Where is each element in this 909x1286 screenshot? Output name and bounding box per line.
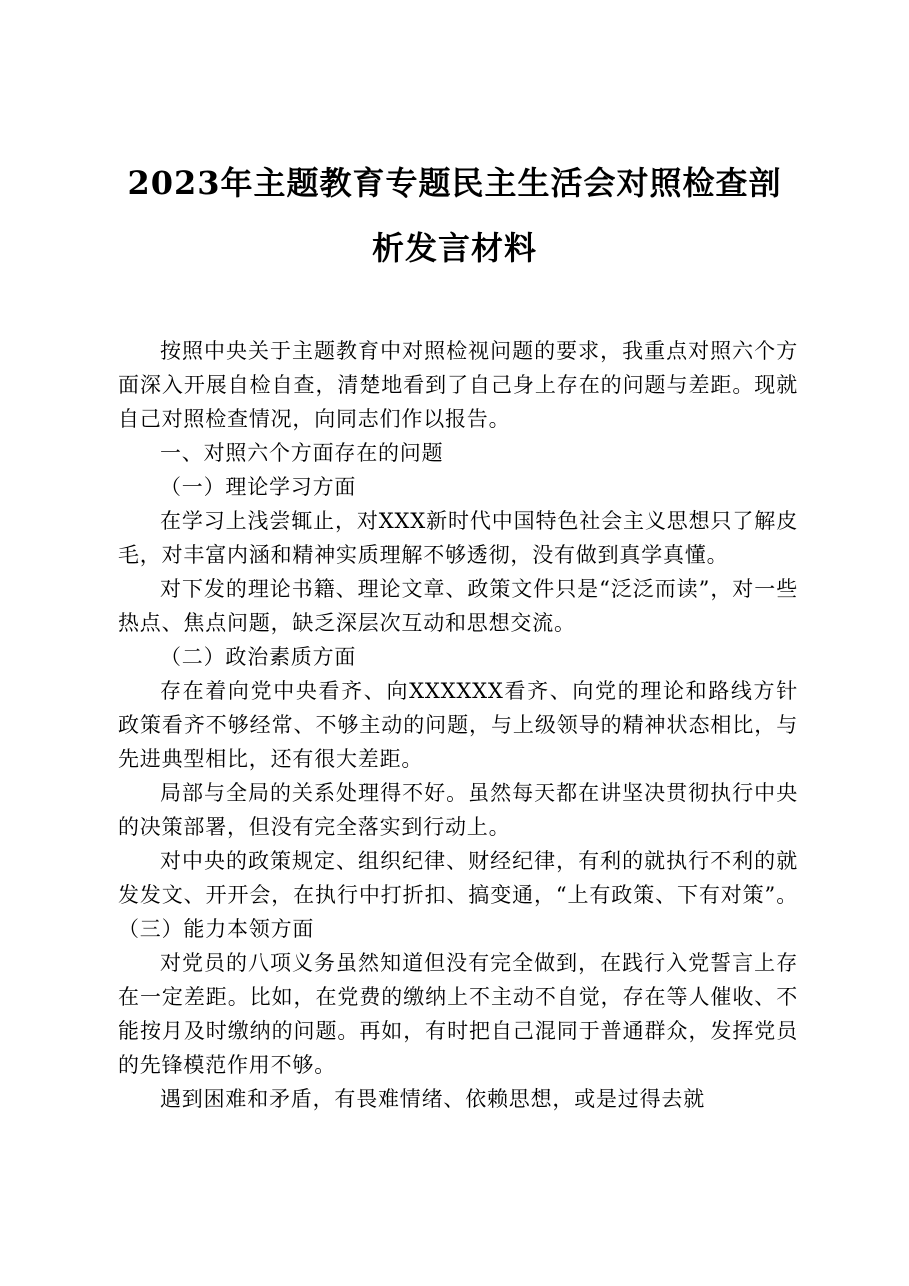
paragraph-ability-1: 对党员的八项义务虽然知道但没有完全做到，在践行入党誓言上存在一定差距。比如，在党费的缴纳上不主动不自觉，存在等人催收、不能按月及时缴纳的问题。再如，有时把自己混同于普通群众，发挥党员的先锋模范作用不够。 [118, 951, 798, 1077]
paragraph-ability-2: 遇到困难和矛盾，有畏难情绪、依赖思想，或是过得去就 [160, 1087, 705, 1111]
paragraph-theory-1: 在学习上浅尝辄止，对XXX新时代中国特色社会主义思想只了解皮毛，对丰富内涵和精神实质理解不够透彻，没有做到真学真懂。 [118, 509, 798, 567]
subsection-heading-theory-study: （一）理论学习方面 [160, 475, 357, 499]
section-heading-problems: 一、对照六个方面存在的问题 [160, 441, 444, 465]
paragraph-political-1: 存在着向党中央看齐、向XXXXXX看齐、向党的理论和路线方针政策看齐不够经常、不够主动的问题，与上级领导的精神状态相比，与先进典型相比，还有很大差距。 [118, 679, 798, 771]
document-body [118, 334, 798, 1116]
paragraph-political-2: 局部与全局的关系处理得不好。虽然每天都在讲坚决贯彻执行中央的决策部署，但没有完全落实到行动上。 [118, 781, 798, 839]
paragraph-theory-2: 对下发的理论书籍、理论文章、政策文件只是“泛泛而读”，对一些热点、焦点问题，缺乏深层次互动和思想交流。 [118, 577, 798, 635]
subsection-heading-political-quality: （二）政治素质方面 [160, 645, 357, 669]
paragraph-political-3: 对中央的政策规定、组织纪律、财经纪律，有利的就执行不利的就发发文、开开会，在执行中打折扣、搞变通，“上有政策、下有对策”。（三）能力本领方面 [118, 849, 798, 941]
paragraph-intro: 按照中央关于主题教育中对照检视问题的要求，我重点对照六个方面深入开展自检自查，清楚地看到了自己身上存在的问题与差距。现就自己对照检查情况，向同志们作以报告。 [118, 339, 798, 431]
document-title-line-1: 2023年主题教育专题民主生活会对照检查剖 [127, 164, 782, 202]
document-title-line-2: 析发言材料 [371, 229, 537, 267]
